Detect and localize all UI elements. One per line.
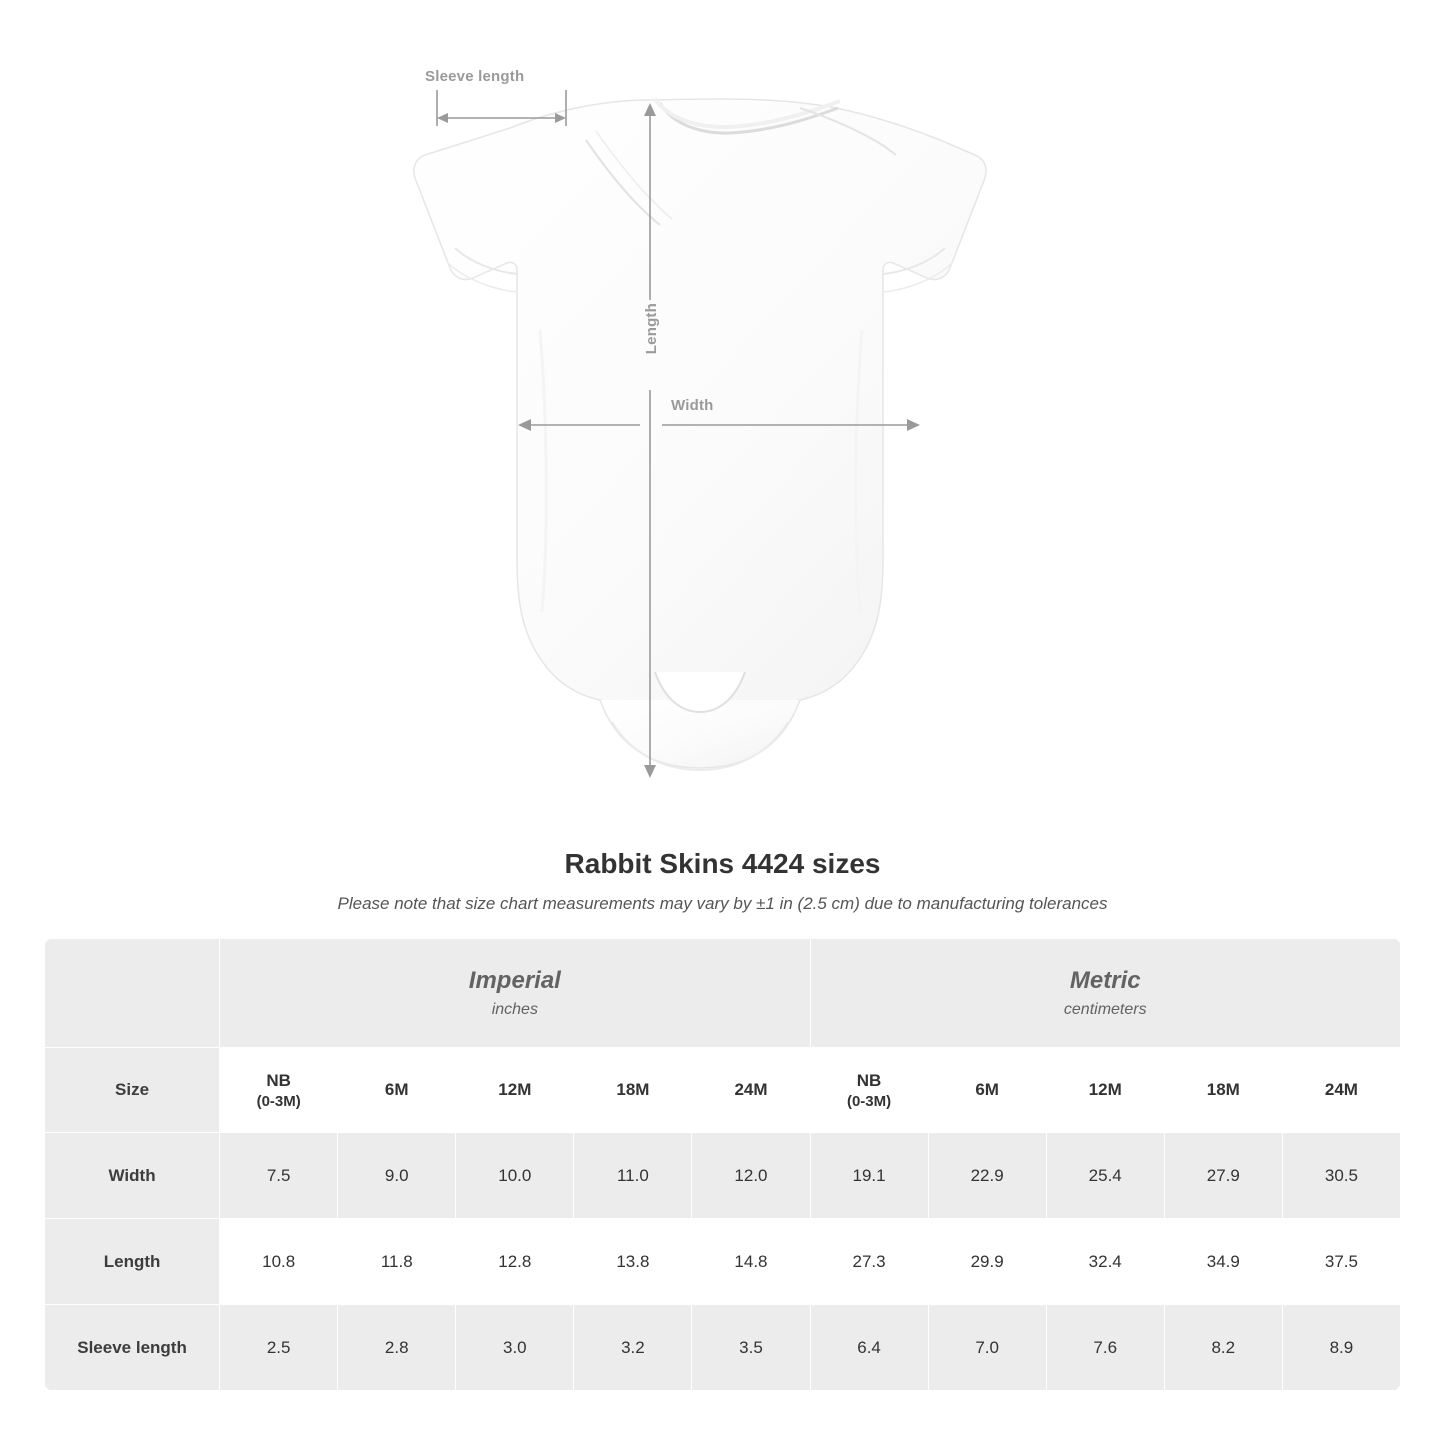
header-col-0 <box>220 1048 338 1133</box>
table-row <box>45 1133 1401 1219</box>
table-row <box>45 1219 1401 1305</box>
unit-imperial-name: Imperial <box>468 966 561 994</box>
table-row <box>45 1305 1401 1391</box>
header-col-0-sub: (0-3M) <box>256 1092 301 1110</box>
cell-sleeve-9: 8.9 <box>1282 1305 1400 1391</box>
table-corner-cell <box>45 939 220 1048</box>
header-col-2: 12M <box>456 1048 574 1133</box>
header-col-9: 24M <box>1282 1048 1400 1133</box>
unit-group-imperial <box>220 939 810 1048</box>
cell-sleeve-0: 2.5 <box>220 1305 338 1391</box>
unit-header-row <box>45 939 1401 1048</box>
sleeve-length-label: Sleeve length <box>425 68 525 85</box>
tolerance-note: Please note that size chart measurements may vary by ±1 in (2.5 cm) due to manufacturing tolerances <box>337 894 1108 913</box>
unit-metric-sub: centimeters <box>1063 1001 1147 1019</box>
cell-width-1: 9.0 <box>338 1133 456 1219</box>
cell-length-1: 11.8 <box>338 1219 456 1305</box>
unit-metric-name: Metric <box>1069 966 1141 994</box>
cell-length-8: 34.9 <box>1164 1219 1282 1305</box>
cell-length-9: 37.5 <box>1282 1219 1400 1305</box>
cell-sleeve-1: 2.8 <box>338 1305 456 1391</box>
title-block <box>0 848 1445 914</box>
cell-width-9: 30.5 <box>1282 1133 1400 1219</box>
cell-width-7: 25.4 <box>1046 1133 1164 1219</box>
header-col-0-label: NB <box>266 1070 291 1090</box>
header-col-1: 6M <box>338 1048 456 1133</box>
cell-sleeve-7: 7.6 <box>1046 1305 1164 1391</box>
cell-width-5: 19.1 <box>810 1133 928 1219</box>
width-label: Width <box>671 397 714 414</box>
cell-sleeve-8: 8.2 <box>1164 1305 1282 1391</box>
cell-length-2: 12.8 <box>456 1219 574 1305</box>
header-col-4: 24M <box>692 1048 810 1133</box>
column-header-row <box>45 1048 1401 1133</box>
unit-group-metric <box>810 939 1400 1048</box>
cell-sleeve-3: 3.2 <box>574 1305 692 1391</box>
header-col-6: 6M <box>928 1048 1046 1133</box>
cell-length-4: 14.8 <box>692 1219 810 1305</box>
header-col-3: 18M <box>574 1048 692 1133</box>
header-size: Size <box>45 1048 220 1133</box>
cell-width-6: 22.9 <box>928 1133 1046 1219</box>
size-table-wrapper <box>44 938 1401 1391</box>
cell-sleeve-2: 3.0 <box>456 1305 574 1391</box>
unit-imperial-sub: inches <box>491 1001 538 1019</box>
cell-length-7: 32.4 <box>1046 1219 1164 1305</box>
header-col-5-sub: (0-3M) <box>846 1092 892 1110</box>
size-table <box>44 938 1401 1391</box>
cell-width-0: 7.5 <box>220 1133 338 1219</box>
cell-sleeve-5: 6.4 <box>810 1305 928 1391</box>
page-title: Rabbit Skins 4424 sizes <box>564 848 881 879</box>
cell-length-5: 27.3 <box>810 1219 928 1305</box>
header-col-5 <box>810 1048 928 1133</box>
cell-width-4: 12.0 <box>692 1133 810 1219</box>
row-label-sleeve-length: Sleeve length <box>45 1305 220 1391</box>
header-col-8: 18M <box>1164 1048 1282 1133</box>
row-label-width: Width <box>45 1133 220 1219</box>
header-col-5-label: NB <box>856 1070 882 1090</box>
cell-length-6: 29.9 <box>928 1219 1046 1305</box>
cell-sleeve-4: 3.5 <box>692 1305 810 1391</box>
cell-sleeve-6: 7.0 <box>928 1305 1046 1391</box>
cell-length-0: 10.8 <box>220 1219 338 1305</box>
cell-width-8: 27.9 <box>1164 1133 1282 1219</box>
cell-length-3: 13.8 <box>574 1219 692 1305</box>
row-label-length: Length <box>45 1219 220 1305</box>
cell-width-2: 10.0 <box>456 1133 574 1219</box>
length-label: Length <box>643 303 660 355</box>
cell-width-3: 11.0 <box>574 1133 692 1219</box>
header-col-7: 12M <box>1046 1048 1164 1133</box>
